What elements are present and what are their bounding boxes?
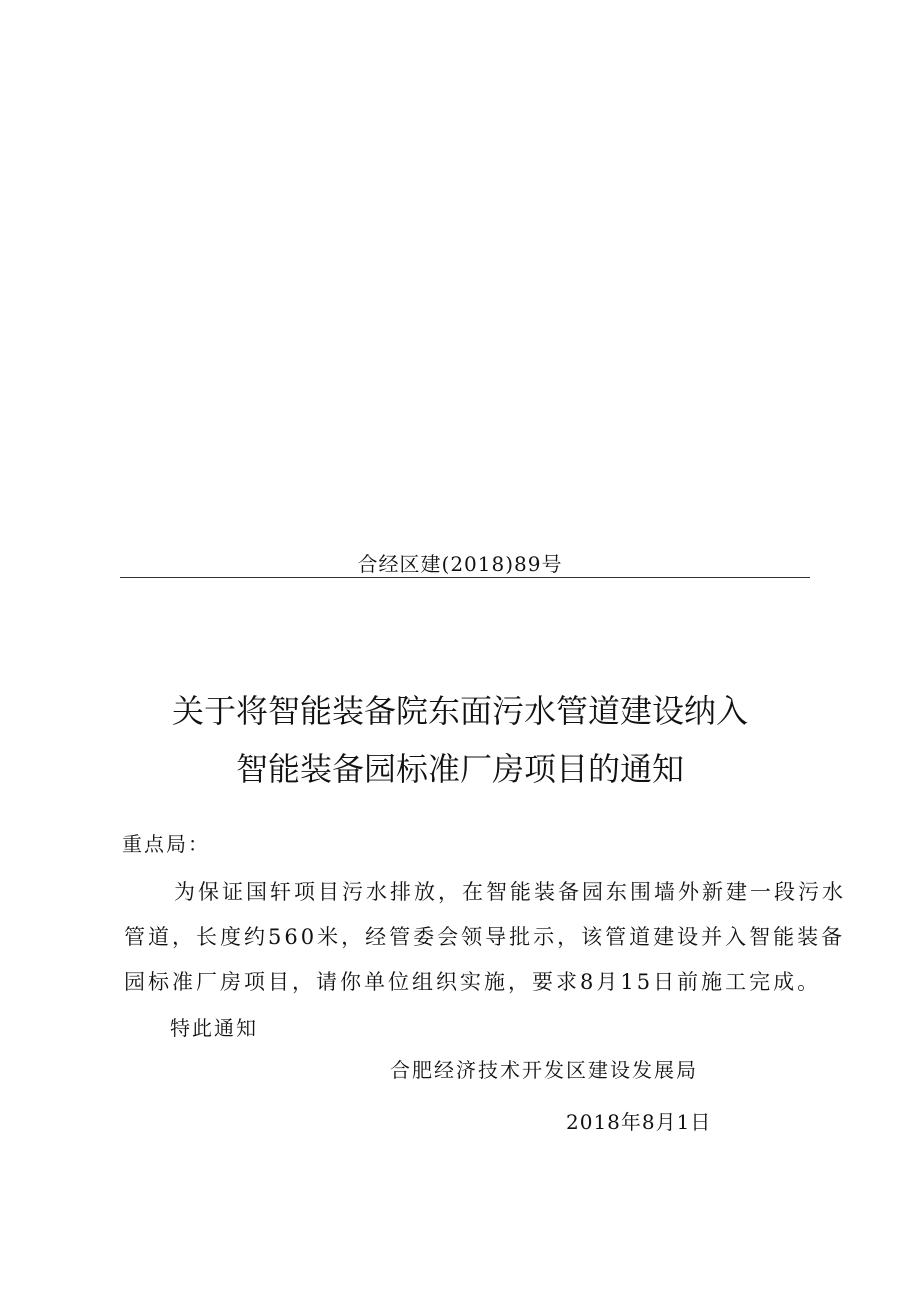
body-line-2: 管道，长度约560米，经管委会领导批示，该管道建设并入智能装备 bbox=[124, 925, 846, 949]
body-line-1: 为保证国轩项目污水排放，在智能装备园东围墙外新建一段污水 bbox=[174, 880, 846, 904]
document-title bbox=[0, 682, 920, 798]
salutation: 重点局： bbox=[122, 832, 210, 856]
body-line-3: 园标准厂房项目，请你单位组织实施，要求8月15日前施工完成。 bbox=[124, 970, 822, 994]
closing-remark: 特此通知 bbox=[170, 1016, 258, 1040]
issue-date: 2018年8月1日 bbox=[566, 1110, 712, 1134]
document-number: 合经区建(2018)89号 bbox=[357, 552, 563, 576]
title-line-2: 智能装备园标准厂房项目的通知 bbox=[235, 750, 684, 788]
issuing-authority: 合肥经济技术开发区建设发展局 bbox=[390, 1058, 698, 1082]
title-line-1: 关于将智能装备院东面污水管道建设纳入 bbox=[171, 692, 748, 730]
header-divider bbox=[120, 577, 810, 578]
body-paragraph bbox=[124, 870, 846, 1005]
